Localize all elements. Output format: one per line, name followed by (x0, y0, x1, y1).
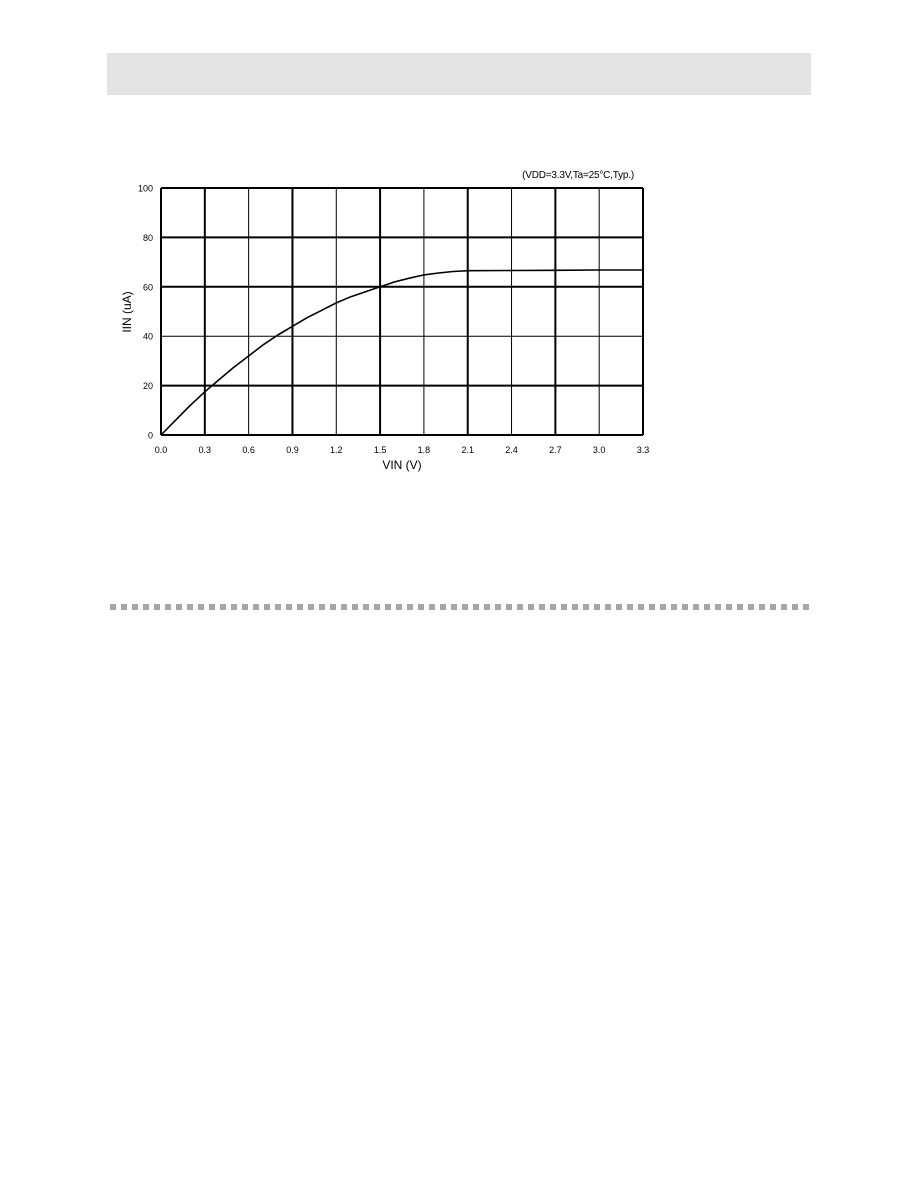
x-tick-label: 0.0 (154, 445, 168, 455)
x-tick-label: 0.9 (286, 445, 299, 455)
x-tick-label: 0.3 (198, 445, 212, 455)
x-tick-label: 2.4 (505, 445, 518, 455)
x-axis-label: VIN (V) (382, 458, 422, 472)
curve-layer (161, 270, 643, 435)
x-tick-label: 3.0 (592, 445, 606, 455)
y-tick-label: 80 (142, 232, 153, 243)
x-tick-label: 2.7 (549, 445, 562, 455)
chart-svg (0, 0, 918, 500)
x-tick-label: 1.8 (417, 445, 431, 455)
measurement-conditions-note: (VDD=3.3V,Ta=25°C,Typ.) (522, 170, 634, 181)
y-axis-label: IIN (uA) (120, 291, 134, 333)
iin-vs-vin-curve (161, 270, 643, 435)
y-tick-label: 40 (142, 331, 153, 342)
y-tick-label: 20 (142, 381, 153, 392)
grid-layer (161, 188, 643, 435)
dotted-divider (110, 604, 810, 610)
y-tick-label: 0 (147, 430, 153, 441)
x-tick-label: 3.3 (636, 445, 650, 455)
x-tick-label: 2.1 (461, 445, 474, 455)
y-tick-label: 60 (142, 282, 153, 293)
x-tick-label: 1.5 (373, 445, 387, 455)
tick-layer (138, 184, 649, 456)
chart (0, 0, 918, 500)
y-tick-label: 100 (137, 183, 153, 194)
x-tick-label: 1.2 (330, 445, 343, 455)
x-tick-label: 0.6 (242, 445, 255, 455)
